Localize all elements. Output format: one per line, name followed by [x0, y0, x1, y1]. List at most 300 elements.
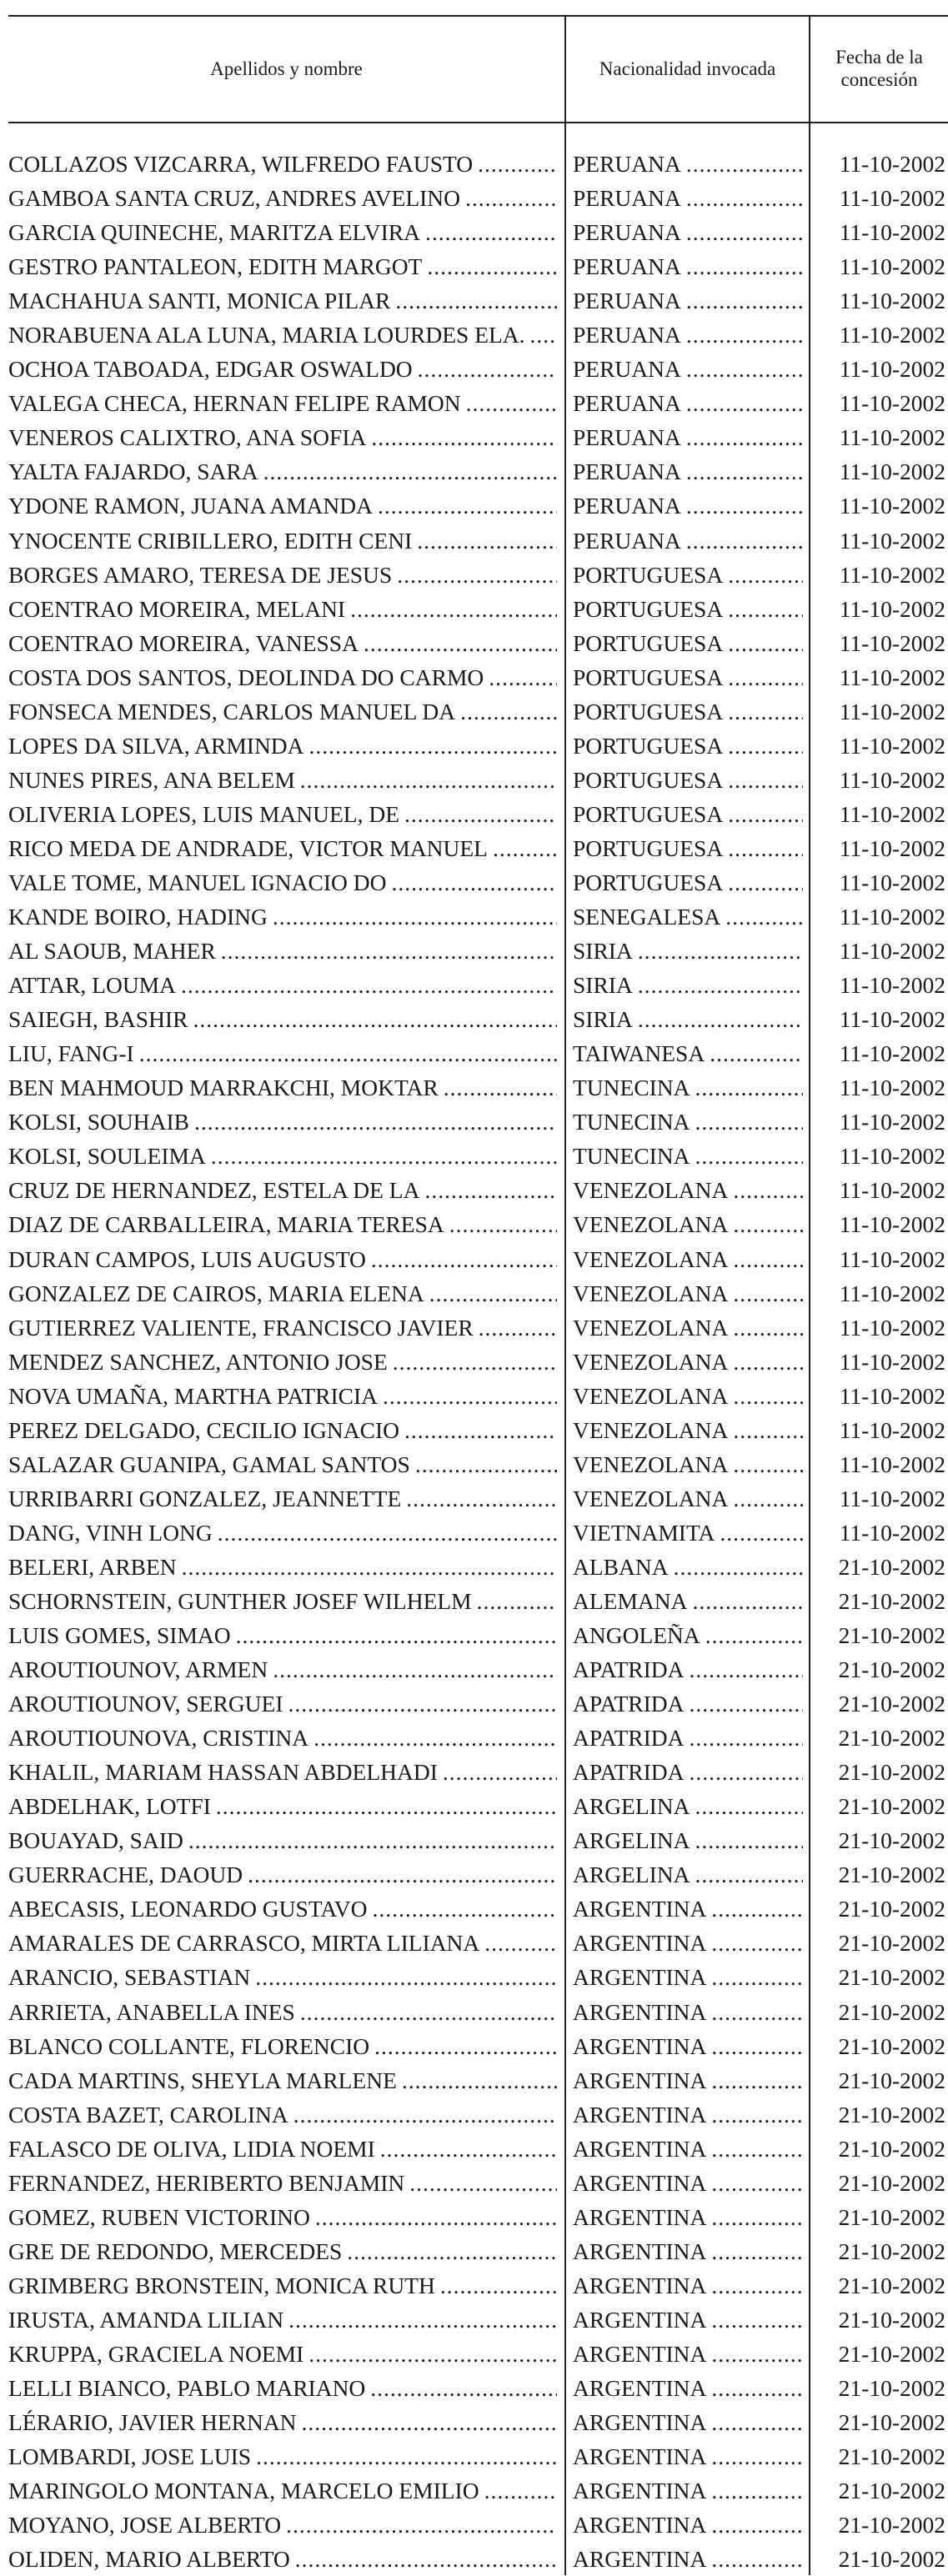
dot-leader: [419, 1173, 557, 1207]
dot-leader: [706, 2303, 803, 2337]
date-cell: 11-10-2002: [839, 459, 945, 485]
person-name: VALE TOME, MANUEL IGNACIO DO: [8, 869, 387, 895]
table-row: [0, 2337, 948, 2371]
name-cell: [8, 1413, 557, 1447]
dot-leader: [706, 2200, 803, 2234]
person-name: BORGES AMARO, TERESA DE JESUS: [8, 561, 393, 588]
dot-leader: [684, 1652, 803, 1686]
name-cell: [8, 1173, 557, 1207]
dot-leader: [690, 1070, 803, 1105]
dot-leader: [723, 592, 803, 626]
nationality-cell: [573, 1173, 803, 1207]
dot-leader: [706, 1926, 803, 1960]
person-name: OLIDEN, MARIO ALBERTO: [8, 2546, 290, 2573]
nationality-cell: [573, 318, 803, 352]
nationality-cell: [573, 2063, 803, 2097]
dot-leader: [706, 2063, 803, 2097]
nationality: PERUANA: [573, 390, 681, 417]
header-date-label: Fecha de la concesión: [835, 47, 923, 90]
date-cell: 11-10-2002: [839, 834, 945, 861]
dot-leader: [706, 2508, 803, 2542]
nationality-cell: [573, 1652, 803, 1686]
date-cell: 21-10-2002: [838, 1930, 945, 1957]
name-cell: [8, 1139, 557, 1173]
date-cell: 21-10-2002: [838, 2546, 945, 2573]
nationality-cell: [573, 1242, 803, 1276]
name-cell: [8, 831, 557, 865]
nationality-cell: [573, 2508, 803, 2542]
name-cell: [8, 2371, 557, 2405]
name-cell: [8, 900, 557, 934]
header-date: [810, 15, 948, 122]
name-cell: [8, 2439, 557, 2473]
nationality-cell: [573, 386, 803, 420]
dot-leader: [473, 147, 557, 181]
table-row: [0, 1481, 948, 1516]
table-row: [0, 352, 948, 386]
person-name: ARANCIO, SEBASTIAN: [8, 1964, 251, 1991]
table-row: [0, 2405, 948, 2439]
nationality: TAIWANESA: [573, 1040, 705, 1067]
name-cell: [8, 524, 557, 558]
nationality: ARGENTINA: [573, 2032, 707, 2059]
date-cell: 21-10-2002: [838, 1759, 945, 1786]
nationality-cell: [573, 660, 803, 694]
dot-leader: [633, 1002, 803, 1036]
dot-leader: [720, 900, 803, 934]
nationality: PERUANA: [573, 288, 681, 314]
nationality-cell: [573, 1345, 803, 1379]
nationality: ARGENTINA: [573, 1998, 707, 2025]
nationality: VENEZOLANA: [573, 1416, 729, 1443]
person-name: NUNES PIRES, ANA BELEM: [8, 766, 295, 793]
table-row: [0, 215, 948, 249]
dot-leader: [728, 1379, 803, 1413]
date-cell: 21-10-2002: [838, 2238, 945, 2264]
table-row: [0, 592, 948, 626]
nationality-cell: [573, 592, 803, 626]
person-name: GRIMBERG BRONSTEIN, MONICA RUTH: [8, 2272, 435, 2298]
table-row: [0, 1926, 948, 1960]
dot-leader: [690, 1139, 803, 1173]
dot-leader: [438, 1755, 557, 1789]
date-cell: 21-10-2002: [838, 2203, 945, 2230]
name-cell: [8, 729, 557, 763]
person-name: GARCIA QUINECHE, MARITZA ELVIRA: [8, 219, 420, 246]
name-cell: [8, 660, 557, 694]
person-name: KHALIL, MARIAM HASSAN ABDELHADI: [8, 1759, 438, 1786]
person-name: URRIBARRI GONZALEZ, JEANNETTE: [8, 1485, 402, 1511]
dot-leader: [728, 1481, 803, 1516]
nationality: VENEZOLANA: [573, 1314, 729, 1341]
date-cell: 21-10-2002: [838, 2272, 945, 2298]
nationality: PERUANA: [573, 424, 681, 451]
table-row: [0, 2234, 948, 2268]
nationality: PORTUGUESA: [573, 561, 724, 588]
person-name: AROUTIOUNOVA, CRISTINA: [8, 1725, 309, 1752]
date-cell: 21-10-2002: [838, 1656, 945, 1683]
nationality-cell: [573, 2473, 803, 2508]
dot-leader: [268, 1652, 557, 1686]
dot-leader: [455, 694, 557, 729]
dot-leader: [684, 1755, 803, 1789]
dot-leader: [706, 1892, 803, 1926]
table-row: [0, 2200, 948, 2234]
table-row: [0, 1207, 948, 1241]
nationality-cell: [573, 1413, 803, 1447]
table-row: [0, 2132, 948, 2166]
dot-leader: [216, 934, 557, 968]
dot-leader: [684, 1686, 803, 1721]
date-cell: 11-10-2002: [839, 904, 945, 930]
nationality: TUNECINA: [573, 1143, 690, 1170]
nationality-cell: [573, 1995, 803, 2029]
nationality-cell: [573, 558, 803, 592]
date-cell: 11-10-2002: [839, 1280, 945, 1306]
name-cell: [8, 1755, 557, 1789]
person-name: PEREZ DELGADO, CECILIO IGNACIO: [8, 1416, 399, 1443]
person-name: ABDELHAK, LOTFI: [8, 1793, 211, 1820]
nationality-cell: [573, 454, 803, 489]
nationality-cell: [573, 1276, 803, 1311]
dot-leader: [728, 1276, 803, 1311]
table-row: [0, 763, 948, 797]
dot-leader: [684, 1721, 803, 1755]
nationality-cell: [573, 1550, 803, 1584]
date-cell: 21-10-2002: [838, 1691, 945, 1717]
date-cell: 21-10-2002: [838, 1587, 945, 1614]
dot-leader: [681, 524, 803, 558]
dot-leader: [706, 2542, 803, 2576]
nationality: SIRIA: [573, 1006, 633, 1033]
date-cell: 21-10-2002: [838, 2341, 945, 2367]
date-cell: 11-10-2002: [839, 424, 945, 451]
person-name: GUERRACHE, DAOUD: [8, 1862, 243, 1888]
dot-leader: [211, 1789, 557, 1823]
name-cell: [8, 626, 557, 660]
nationality: PERUANA: [573, 219, 681, 246]
person-name: LELLI BIANCO, PABLO MARIANO: [8, 2375, 366, 2402]
person-name: CRUZ DE HERNANDEZ, ESTELA DE LA: [8, 1177, 420, 1204]
dot-leader: [690, 1857, 803, 1892]
name-cell: [8, 1070, 557, 1105]
dot-leader: [231, 1618, 557, 1652]
person-name: LUIS GOMES, SIMAO: [8, 1622, 231, 1649]
table-row: [0, 1105, 948, 1139]
date-cell: 11-10-2002: [839, 493, 945, 519]
name-cell: [8, 1652, 557, 1686]
nationality-cell: [573, 2542, 803, 2576]
nationality: SIRIA: [573, 972, 633, 999]
table-row: [0, 1516, 948, 1550]
person-name: DIAZ DE CARBALLEIRA, MARIA TERESA: [8, 1211, 444, 1238]
nationality: PERUANA: [573, 253, 681, 280]
date-cell: 11-10-2002: [839, 629, 945, 656]
dot-leader: [250, 1960, 557, 1994]
dot-leader: [283, 2303, 557, 2337]
table-row: [0, 1379, 948, 1413]
dot-leader: [681, 420, 803, 454]
person-name: GESTRO PANTALEON, EDITH MARGOT: [8, 253, 423, 280]
nationality: ARGENTINA: [573, 2272, 707, 2298]
person-name: OLIVERIA LOPES, LUIS MANUEL, DE: [8, 800, 400, 827]
nationality-cell: [573, 694, 803, 729]
person-name: FERNANDEZ, HERIBERTO BENJAMIN: [8, 2169, 405, 2196]
person-name: GONZALEZ DE CAIROS, MARIA ELENA: [8, 1280, 424, 1306]
date-cell: 21-10-2002: [838, 1896, 945, 1922]
nationality-cell: [573, 420, 803, 454]
dot-leader: [295, 763, 557, 797]
table-row: [0, 2542, 948, 2576]
date-cell: 21-10-2002: [838, 2135, 945, 2162]
name-cell: [8, 2234, 557, 2268]
dot-leader: [706, 2337, 803, 2371]
nationality-cell: [573, 2337, 803, 2371]
date-cell: 11-10-2002: [839, 1348, 945, 1375]
person-name: IRUSTA, AMANDA LILIAN: [8, 2306, 284, 2333]
dot-leader: [700, 1618, 803, 1652]
nationality: VENEZOLANA: [573, 1177, 729, 1204]
name-cell: [8, 1995, 557, 2029]
name-cell: [8, 318, 557, 352]
person-name: AL SAOUB, MAHER: [8, 938, 216, 965]
dot-leader: [706, 1960, 803, 1994]
date-cell: 11-10-2002: [839, 1416, 945, 1443]
table-row: [0, 283, 948, 318]
name-cell: [8, 1618, 557, 1652]
date-cell: 21-10-2002: [838, 2478, 945, 2504]
dot-leader: [399, 1413, 557, 1447]
dot-leader: [386, 865, 557, 900]
table-body: [0, 147, 948, 2576]
table-row: [0, 249, 948, 283]
dot-leader: [258, 454, 557, 489]
dot-leader: [728, 1447, 803, 1481]
dot-leader: [378, 1379, 557, 1413]
dot-leader: [669, 1550, 803, 1584]
name-cell: [8, 1481, 557, 1516]
date-cell: 11-10-2002: [839, 766, 945, 793]
date-cell: 11-10-2002: [839, 527, 945, 554]
name-cell: [8, 1721, 557, 1755]
table-row: [0, 489, 948, 523]
nationality-cell: [573, 1584, 803, 1618]
nationality: ARGELINA: [573, 1793, 690, 1820]
dot-leader: [479, 2473, 557, 2508]
dot-leader: [304, 729, 557, 763]
name-cell: [8, 2508, 557, 2542]
nationality-cell: [573, 729, 803, 763]
table-row: [0, 900, 948, 934]
dot-leader: [435, 2268, 557, 2303]
name-cell: [8, 1823, 557, 1857]
nationality: SENEGALESA: [573, 904, 721, 930]
table-row: [0, 1070, 948, 1105]
table-row: [0, 1995, 948, 2029]
nationality: ARGELINA: [573, 1862, 690, 1888]
nationality-cell: [573, 1755, 803, 1789]
date-cell: 11-10-2002: [839, 1211, 945, 1238]
person-name: KOLSI, SOUHAIB: [8, 1109, 189, 1135]
name-cell: [8, 1002, 557, 1036]
nationality: VENEZOLANA: [573, 1211, 729, 1238]
nationality: ARGENTINA: [573, 2306, 707, 2333]
table-row: [0, 2268, 948, 2303]
dot-leader: [633, 968, 803, 1002]
date-cell: 21-10-2002: [838, 2512, 945, 2538]
table-row: [0, 558, 948, 592]
nationality: ARGENTINA: [573, 1964, 707, 1991]
name-cell: [8, 249, 557, 283]
person-name: GUTIERREZ VALIENTE, FRANCISCO JAVIER: [8, 1314, 474, 1341]
nationality-cell: [573, 1618, 803, 1652]
dot-leader: [367, 1892, 557, 1926]
table-row: [0, 1960, 948, 1994]
table-row: [0, 1584, 948, 1618]
nationality: PERUANA: [573, 459, 681, 485]
nationality-cell: [573, 2405, 803, 2439]
dot-leader: [723, 626, 803, 660]
dot-leader: [369, 2029, 557, 2063]
name-cell: [8, 1276, 557, 1311]
nationality-cell: [573, 2268, 803, 2303]
nationality: APATRIDA: [573, 1759, 685, 1786]
dot-leader: [373, 489, 557, 523]
person-name: COSTA DOS SANTOS, DEOLINDA DO CARMO: [8, 664, 484, 690]
name-cell: [8, 1686, 557, 1721]
table-row: [0, 968, 948, 1002]
date-cell: 21-10-2002: [838, 1964, 945, 1991]
table-row: [0, 2508, 948, 2542]
name-cell: [8, 489, 557, 523]
name-cell: [8, 1960, 557, 1994]
person-name: MENDEZ SANCHEZ, ANTONIO JOSE: [8, 1348, 388, 1375]
nationality-cell: [573, 2200, 803, 2234]
nationality-cell: [573, 1823, 803, 1857]
table-row: [0, 2473, 948, 2508]
date-cell: 11-10-2002: [839, 1382, 945, 1409]
name-cell: [8, 1892, 557, 1926]
person-name: LÉRARIO, JAVIER HERNAN: [8, 2409, 297, 2436]
nationality: ALEMANA: [573, 1587, 688, 1614]
dot-leader: [715, 1516, 803, 1550]
nationality-cell: [573, 1139, 803, 1173]
name-cell: [8, 386, 557, 420]
table-row: [0, 318, 948, 352]
date-cell: 11-10-2002: [839, 1245, 945, 1272]
nationality: ARGENTINA: [573, 2512, 707, 2538]
dot-leader: [243, 1857, 557, 1892]
dot-leader: [404, 2166, 557, 2200]
nationality: PERUANA: [573, 356, 681, 383]
date-cell: 11-10-2002: [839, 664, 945, 690]
name-cell: [8, 454, 557, 489]
date-cell: 21-10-2002: [838, 2306, 945, 2333]
date-cell: 21-10-2002: [838, 1862, 945, 1888]
nationality-cell: [573, 934, 803, 968]
nationality: ARGENTINA: [573, 2409, 707, 2436]
dot-leader: [706, 2097, 803, 2132]
nationality: APATRIDA: [573, 1725, 685, 1752]
person-name: VENEROS CALIXTRO, ANA SOFIA: [8, 424, 367, 451]
name-cell: [8, 968, 557, 1002]
dot-leader: [310, 2200, 557, 2234]
dot-leader: [290, 2542, 557, 2576]
table-row: [0, 2303, 948, 2337]
name-cell: [8, 1105, 557, 1139]
person-name: LOPES DA SILVA, ARMINDA: [8, 732, 304, 759]
table-row: [0, 1413, 948, 1447]
table-row: [0, 524, 948, 558]
name-cell: [8, 694, 557, 729]
table-row: [0, 831, 948, 865]
date-cell: 11-10-2002: [839, 288, 945, 314]
dot-leader: [728, 1413, 803, 1447]
person-name: BLANCO COLLANTE, FLORENCIO: [8, 2032, 370, 2059]
nationality: PERUANA: [573, 527, 681, 554]
nationality-cell: [573, 2371, 803, 2405]
date-cell: 21-10-2002: [838, 2067, 945, 2093]
date-cell: 11-10-2002: [839, 322, 945, 348]
dot-leader: [134, 1036, 557, 1070]
dot-leader: [303, 2337, 557, 2371]
table-row: [0, 694, 948, 729]
dot-leader: [206, 1139, 557, 1173]
dot-leader: [188, 1002, 557, 1036]
dot-leader: [189, 1105, 557, 1139]
person-name: ATTAR, LOUMA: [8, 972, 176, 999]
person-name: RICO MEDA DE ANDRADE, VICTOR MANUEL: [8, 834, 488, 861]
table-row: [0, 386, 948, 420]
dot-leader: [375, 2132, 557, 2166]
person-name: VALEGA CHECA, HERNAN FELIPE RAMON: [8, 390, 461, 417]
date-cell: 11-10-2002: [839, 561, 945, 588]
name-cell: [8, 1311, 557, 1345]
person-name: AMARALES DE CARRASCO, MIRTA LILIANA: [8, 1930, 480, 1957]
dot-leader: [525, 318, 557, 352]
nationality-cell: [573, 2303, 803, 2337]
dot-leader: [342, 2234, 557, 2268]
dot-leader: [366, 1242, 557, 1276]
person-name: KANDE BOIRO, HADING: [8, 904, 268, 930]
date-cell: 11-10-2002: [839, 698, 945, 724]
header-nationality: Nacionalidad invocada: [599, 58, 776, 79]
dot-leader: [365, 2371, 557, 2405]
nationality: PORTUGUESA: [573, 664, 724, 690]
nationality: VENEZOLANA: [573, 1485, 729, 1511]
name-cell: [8, 1584, 557, 1618]
nationality-cell: [573, 626, 803, 660]
name-cell: [8, 2303, 557, 2337]
person-name: ARRIETA, ANABELLA INES: [8, 1998, 295, 2025]
table-row: [0, 1242, 948, 1276]
person-name: COENTRAO MOREIRA, VANESSA: [8, 629, 359, 656]
nationality-cell: [573, 283, 803, 318]
name-cell: [8, 2097, 557, 2132]
nationality: ARGENTINA: [573, 2101, 707, 2127]
person-name: MACHAHUA SANTI, MONICA PILAR: [8, 288, 391, 314]
nationality-cell: [573, 1481, 803, 1516]
nationality-cell: [573, 489, 803, 523]
nationality: PERUANA: [573, 185, 681, 212]
person-name: YNOCENTE CRIBILLERO, EDITH CENI: [8, 527, 413, 554]
name-cell: [8, 1242, 557, 1276]
person-name: ABECASIS, LEONARDO GUSTAVO: [8, 1896, 368, 1922]
nationality-cell: [573, 1311, 803, 1345]
nationality: APATRIDA: [573, 1656, 685, 1683]
date-cell: 11-10-2002: [839, 800, 945, 827]
table-row: [0, 2439, 948, 2473]
